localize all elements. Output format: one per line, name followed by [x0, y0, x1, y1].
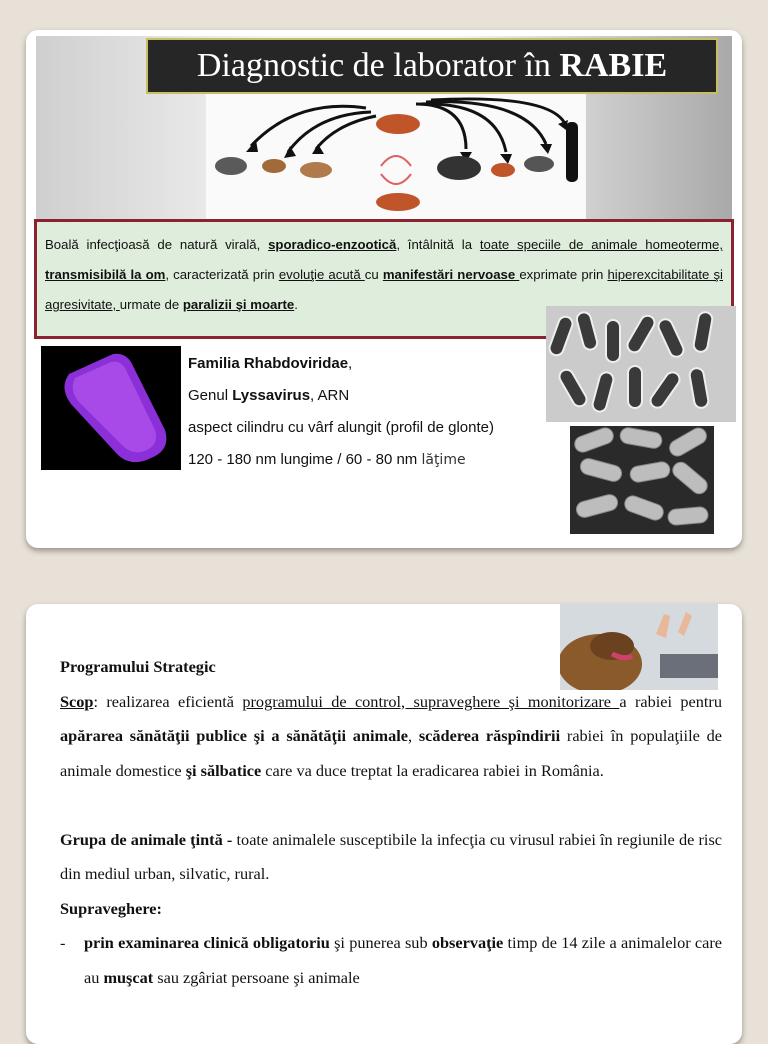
- scope-decrease: scăderea răspîndirii: [418, 726, 561, 745]
- electron-micrograph-1: [546, 306, 736, 422]
- def-nervous: manifestări nervoase: [382, 267, 520, 282]
- slide-strategic-program: [26, 604, 742, 1044]
- scope-label: Scop: [60, 691, 94, 711]
- family-name: Familia Rhabdoviridae: [188, 355, 349, 372]
- scope-text: a rabiei pentru: [619, 691, 722, 711]
- dash-bullet: -: [60, 933, 66, 952]
- bullet-text: timp de 14 zile a animalelor care au: [84, 933, 722, 987]
- def-period: .: [294, 297, 298, 312]
- scope-wild: şi sălbatice: [185, 760, 262, 780]
- def-transmissible: transmisibilă la om: [45, 267, 166, 282]
- def-text: , întâlnită la: [396, 237, 480, 252]
- def-text: , caracterizată prin: [165, 267, 279, 282]
- scope-health: apărarea sănătăţii publice şi a sănătăţii animale: [60, 726, 408, 745]
- scope-program: programului de control, supraveghere şi monitorizare: [242, 691, 620, 711]
- genus-rest: , ARN: [310, 387, 350, 404]
- def-text: urmate de: [119, 297, 183, 312]
- virus-size: 120 - 180 nm lungime / 60 - 80 nm: [188, 451, 422, 468]
- transmission-cycle-illustration: [206, 94, 586, 220]
- def-sporadic: sporadico-enzootică: [268, 237, 397, 252]
- section-heading: Programului Strategic: [60, 657, 216, 676]
- bullet-bold: prin examinarea clinică obligatoriu: [84, 933, 330, 952]
- def-species: toate speciile de animale homeoterme,: [479, 237, 724, 252]
- bullet-bold: muşcat: [103, 967, 154, 987]
- target-group-label: Grupa de animale ţintă -: [60, 829, 237, 849]
- slide-rabies-diagnosis: [26, 30, 742, 548]
- scope-text: rabiei în populaţiile de animale domestice: [60, 726, 722, 780]
- title-bold: RABIE: [559, 47, 668, 84]
- target-group-text: toate animalele susceptibile la infecţia cu virusul rabiei în regiunile de risc din mediul urban, silvatic, rural.: [60, 829, 723, 883]
- scope-comma: ,: [407, 726, 419, 745]
- virus-taxonomy: [188, 348, 494, 476]
- def-paralysis: paralizii şi moarte: [182, 297, 295, 312]
- genus-name: Lyssavirus: [232, 387, 311, 404]
- electron-micrograph-2: [570, 426, 714, 534]
- strategic-program-text: [60, 650, 722, 995]
- bullet-text: şi punerea sub: [329, 933, 432, 952]
- def-hyperexcit: hiperexcitabilitate şi agresivitate,: [45, 267, 723, 312]
- genus-prefix: Genul: [188, 387, 233, 404]
- scope-text: care va duce treptat la eradicarea rabiei in România.: [261, 760, 604, 780]
- def-evolution: evoluţie acută: [278, 267, 365, 282]
- family-punct: ,: [348, 355, 353, 372]
- virus-width-label: lăţime: [421, 452, 466, 468]
- surveillance-label: Supraveghere:: [60, 898, 162, 918]
- list-item: [60, 926, 722, 995]
- virus-shape: aspect cilindru cu vârf alungit (profil de glonte): [188, 419, 494, 436]
- scope-text: : realizarea eficientă: [93, 691, 243, 711]
- def-text: exprimate prin: [519, 267, 608, 282]
- def-text: cu: [364, 267, 383, 282]
- bullet-bold: observaţie: [431, 933, 504, 952]
- title-prefix: Diagnostic de laborator în: [196, 47, 551, 84]
- bullet-text: sau zgâriat persoane şi animale: [153, 967, 360, 987]
- rabies-virion-image: [41, 346, 181, 470]
- def-text: Boală infecţioasă de natură virală,: [45, 237, 269, 252]
- slide-title: [146, 38, 718, 94]
